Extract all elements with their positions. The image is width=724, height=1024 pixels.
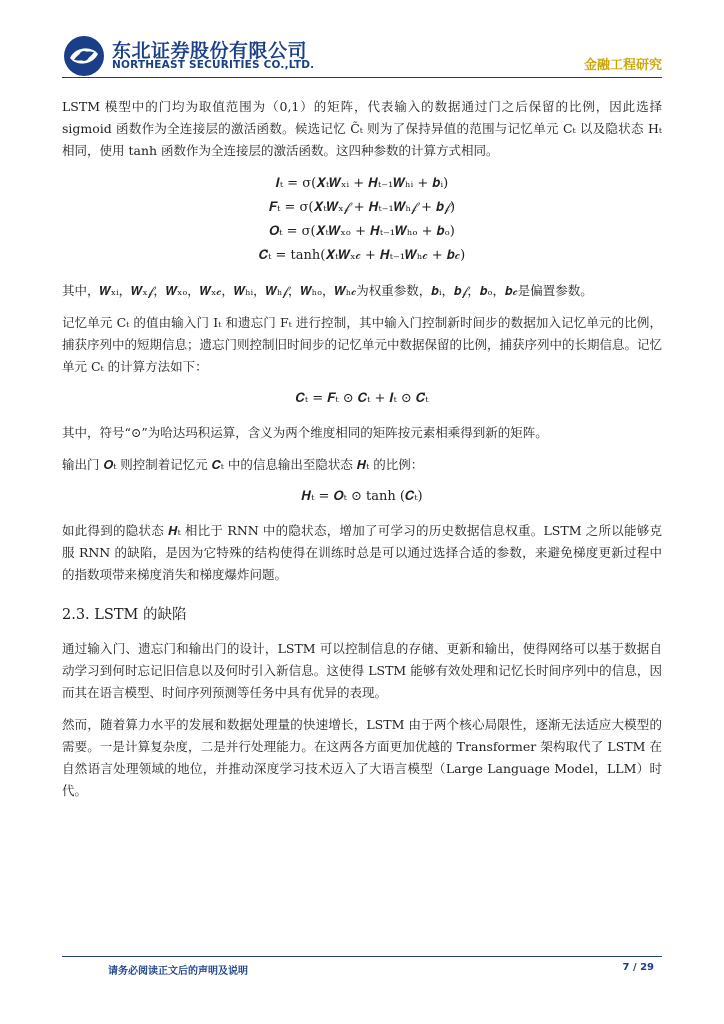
section-heading: 2.3. LSTM 的缺陷 xyxy=(62,607,187,623)
paragraph-lstm-advantages: 通过输入门、遗忘门和输出门的设计，LSTM 可以控制信息的存储、更新和输出，使得网络可以基于数据自动学习到何时忘记旧信息以及何时引入新信息。这使得 LSTM 能够有效处理和记忆长时间序列中的信息，因而其在语言模型、时间序列预测等任务中具有优异的表现。 xyxy=(62,641,662,700)
company-name-cn: 东北证券股份有限公司 xyxy=(112,40,308,62)
equation-output-gate: 𝑶ₜ = σ(𝑿ₜ𝑾ₓₒ + 𝑯ₜ₋₁𝑾ₕₒ + 𝒃ₒ) xyxy=(269,224,455,239)
section-tag: 金融工程研究 xyxy=(583,58,662,73)
document-body xyxy=(62,96,662,812)
equation-candidate-memory: 𝑪̃ₜ = tanh(𝑿ₜ𝑾ₓ𝒸 + 𝑯ₜ₋₁𝑾ₕ𝒸 + 𝒃𝒸) xyxy=(258,248,466,263)
paragraph-gates-intro: LSTM 模型中的门均为取值范围为（0,1）的矩阵，代表输入的数据通过门之后保留的比例，因此选择 sigmoid 函数作为全连接层的激活函数。候选记忆 C̃ₜ 则为了保持异值的范围与记忆单元 Cₜ 以及隐状态 Hₜ 相同，使用 tanh 函数作为全连接层的激活函数。这四种参数的计算方式相同。 xyxy=(62,99,662,158)
footer-divider xyxy=(62,956,662,957)
equation-input-gate: 𝑰ₜ = σ(𝑿ₜ𝑾ₓᵢ + 𝑯ₜ₋₁𝑾ₕᵢ + 𝒃ᵢ) xyxy=(275,176,449,191)
page-number: 7 / 29 xyxy=(622,962,654,973)
footer-disclaimer: 请务必阅读正文后的声明及说明 xyxy=(108,966,248,977)
paragraph-hadamard: 其中，符号“⊙”为哈达玛积运算，含义为两个维度相同的矩阵按元素相乘得到新的矩阵。 xyxy=(62,425,548,440)
header-divider xyxy=(62,77,662,78)
paragraph-hidden-state: 如此得到的隐状态 𝑯ₜ 相比于 RNN 中的隐状态，增加了可学习的历史数据信息权重。LSTM 之所以能够克服 RNN 的缺陷，是因为它特殊的结构使得在训练时总是可以通过选择合适的参数，来避免梯度更新过程中的指数项带来梯度消失和梯度爆炸问题。 xyxy=(62,523,662,582)
paragraph-lstm-limitations: 然而，随着算力水平的发展和数据处理量的快速增长，LSTM 由于两个核心局限性，逐渐无法适应大模型的需要。一是计算复杂度，二是并行处理能力。在这两各方面更加优越的 Transformer 架构取代了 LSTM 在自然语言处理领域的地位，并推动深度学习技术迈入了大语言模型（Large Language Model，LLM）时代。 xyxy=(62,717,662,798)
paragraph-memory-cell: 记忆单元 Cₜ 的值由输入门 Iₜ 和遗忘门 Fₜ 进行控制，其中输入门控制新时间步的数据加入记忆单元的比例，捕获序列中的短期信息；遗忘门则控制旧时间步的记忆单元中数据保留的比例，捕获序列中的长期信息。记忆单元 Cₜ 的计算方法如下： xyxy=(62,315,663,374)
northeast-securities-logo-icon xyxy=(62,34,106,78)
equation-forget-gate: 𝑭ₜ = σ(𝑿ₜ𝑾ₓ𝒻 + 𝑯ₜ₋₁𝑾ₕ𝒻 + 𝒃𝒻) xyxy=(268,200,456,215)
equation-memory-cell: 𝑪ₜ = 𝑭ₜ ⊙ 𝑪ₜ + 𝑰ₜ ⊙ 𝑪̃ₜ xyxy=(295,391,429,406)
equation-hidden-state: 𝑯ₜ = 𝑶ₜ ⊙ tanh (𝑪ₜ) xyxy=(301,489,423,504)
page-header xyxy=(62,34,662,76)
paragraph-parameters: 其中，𝑾ₓᵢ，𝑾ₓ𝒻，𝑾ₓₒ，𝑾ₓ𝒸，𝑾ₕᵢ，𝑾ₕ𝒻，𝑾ₕₒ，𝑾ₕ𝒸为权重参数，𝒃ᵢ，𝒃𝒻，𝒃ₒ，𝒃𝒸是偏置参数。 xyxy=(62,283,593,298)
company-name-en: NORTHEAST SECURITIES CO.,LTD. xyxy=(112,59,315,71)
paragraph-output-gate: 输出门 𝑶ₜ 则控制着记忆元 𝑪ₜ 中的信息输出至隐状态 𝑯ₜ 的比例： xyxy=(62,457,424,472)
gate-equations xyxy=(62,172,662,268)
